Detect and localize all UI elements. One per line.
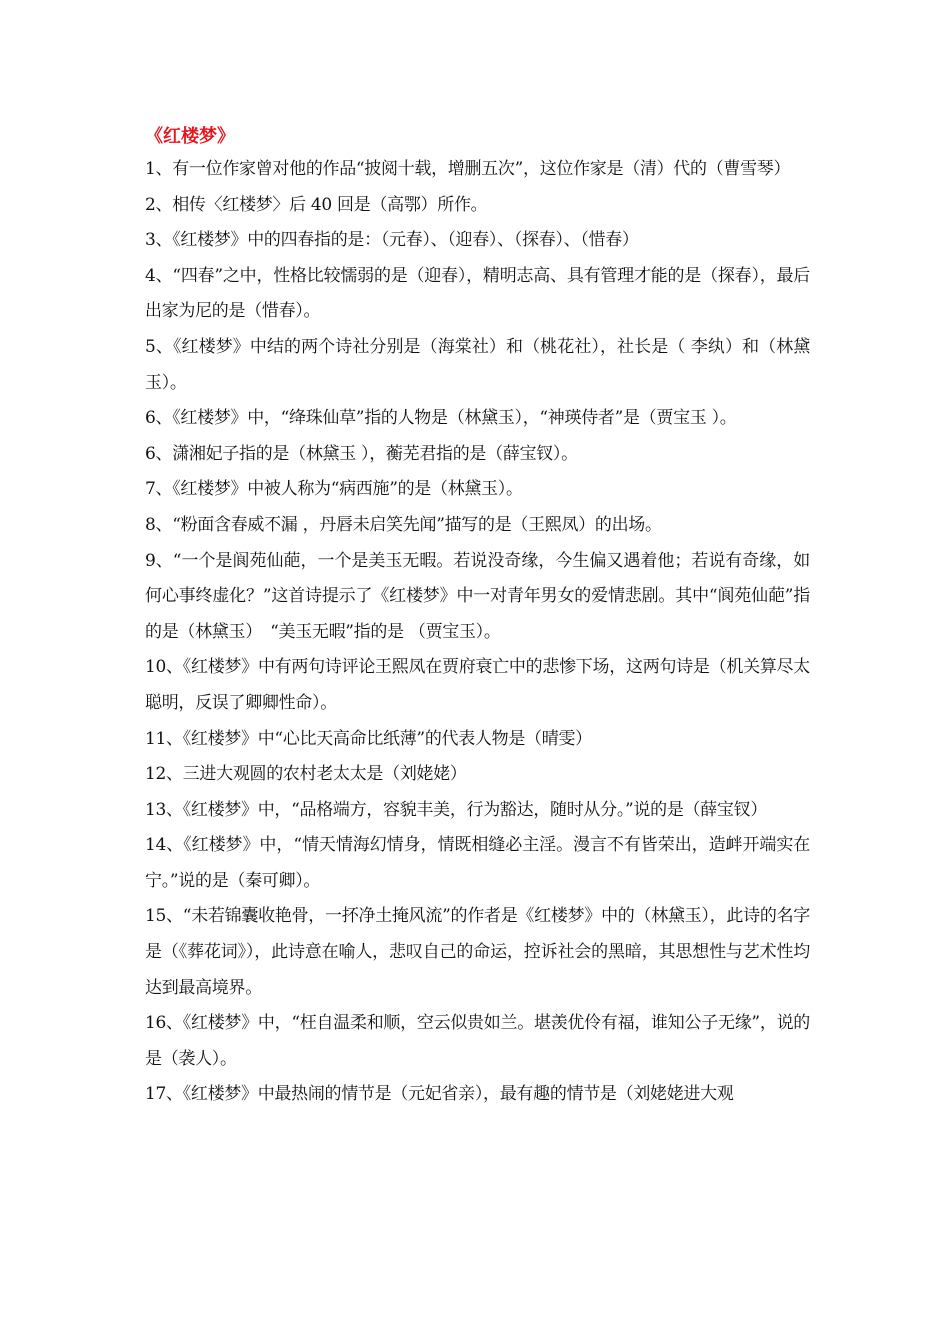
question-13: 13、《红楼梦》中，“品格端方，容貌丰美，行为豁达，随时从分。”说的是（薛宝钗） bbox=[145, 799, 768, 820]
question-5: 5、《红楼梦》中结的两个诗社分别是（海棠社）和（桃花社），社长是（ 李纨）和（林黛玉）。 bbox=[145, 336, 810, 393]
question-14: 14、《红楼梦》中，“情天情海幻情身，情既相缝必主淫。漫言不有皆荣出，造衅开端实在宁。”说的是（秦可卿）。 bbox=[145, 835, 810, 891]
question-10: 10、《红楼梦》中有两句诗评论王熙凤在贾府衰亡中的悲惨下场，这两句诗是（机关算尽太聪明，反误了卿卿性命）。 bbox=[145, 657, 810, 713]
document-body bbox=[145, 122, 810, 1113]
question-6a: 6、《红楼梦》中，“绛珠仙草”指的人物是（林黛玉），“神瑛侍者”是（贾宝玉 ）。 bbox=[145, 408, 737, 429]
question-3: 3、《红楼梦》中的四春指的是：（元春）、（迎春）、（探春）、（惜春） bbox=[145, 230, 639, 251]
question-15: 15、“未若锦囊收艳骨，一抔净土掩风流”的作者是《红楼梦》中的（林黛玉），此诗的名字是（《葬花词》），此诗意在喻人，悲叹自己的命运，控诉社会的黑暗，其思想性与艺术性均达到最高境界。 bbox=[145, 906, 810, 998]
question-4: 4、“四春”之中，性格比较懦弱的是（迎春），精明志高、具有管理才能的是（探春），最后出家为尼的是（惜春）。 bbox=[145, 265, 810, 322]
question-12: 12、三进大观圆的农村老太太是（刘姥姥） bbox=[145, 764, 467, 785]
question-2: 2、相传〈红楼梦〉后 40 回是（高鄂）所作。 bbox=[145, 194, 488, 215]
question-11: 11、《红楼梦》中“心比天高命比纸薄”的代表人物是（晴雯） bbox=[145, 728, 592, 749]
question-16: 16、《红楼梦》中，“枉自温柔和顺，空云似贵如兰。堪羡优伶有福，谁知公子无缘”，说的是（袭人）。 bbox=[145, 1013, 810, 1069]
question-6b: 6、潇湘妃子指的是（林黛玉 ），蘅芜君指的是（薛宝钗）。 bbox=[145, 443, 578, 464]
question-17: 17、《红楼梦》中最热闹的情节是（元妃省亲），最有趣的情节是（刘姥姥进大观 bbox=[145, 1084, 734, 1105]
question-1: 1、有一位作家曾对他的作品“披阅十载，增删五次”，这位作家是（清）代的（曹雪琴） bbox=[145, 159, 791, 179]
document-title: 《红楼梦》 bbox=[145, 126, 235, 147]
question-9: 9、“一个是阆苑仙葩，一个是美玉无暇。若说没奇缘，今生偏又遇着他；若说有奇缘，如何心事终虚化？”这首诗提示了《红楼梦》中一对青年男女的爱情悲剧。其中“阆苑仙葩”指的是（林黛玉） “美玉无暇”指的是 （贾宝玉）。 bbox=[145, 550, 810, 642]
question-8: 8、“粉面含春威不漏 ，丹唇未启笑先闻”描写的是（王熙凤）的出场。 bbox=[145, 514, 662, 535]
question-7: 7、《红楼梦》中被人称为“病西施”的是（林黛玉）。 bbox=[145, 479, 523, 500]
